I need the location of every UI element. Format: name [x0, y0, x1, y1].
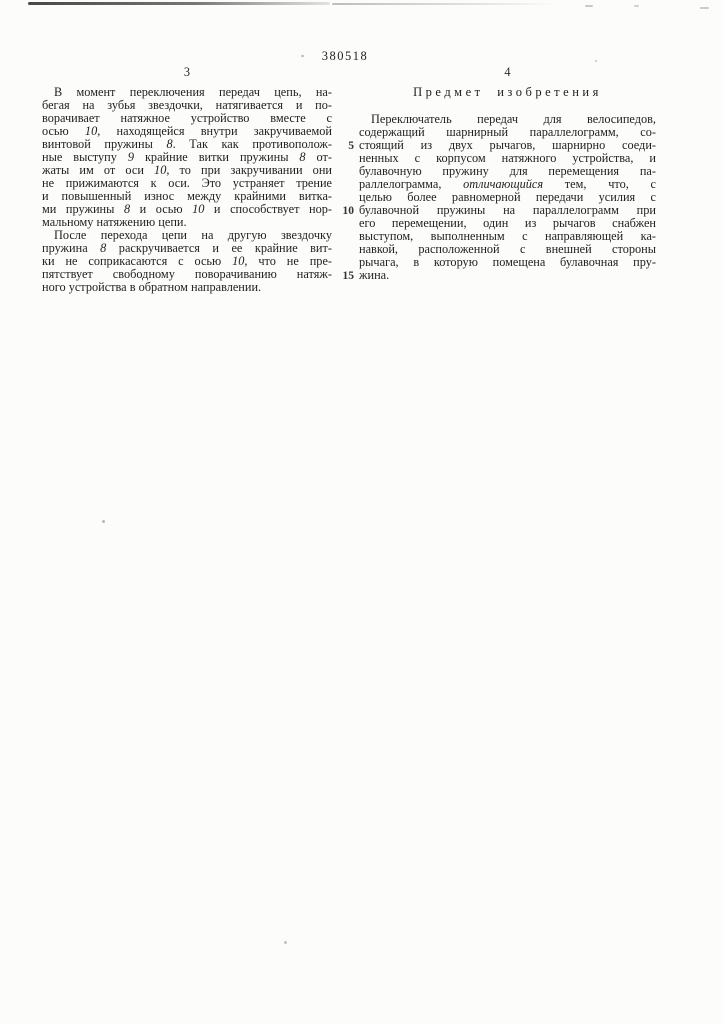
dust-speck: [284, 941, 287, 944]
text-line: ворачивает натяжное устройство вместе с: [42, 112, 332, 125]
dust-speck: [102, 520, 105, 523]
text-line: пятствует свободному поворачиванию натяж-: [42, 268, 332, 281]
text-line: В момент переключения передач цепь, на-: [54, 86, 332, 99]
text-line: ненных с корпусом натяжного устройства, и: [359, 152, 656, 165]
text-line: осью 10, находящейся внутри закручиваемой: [42, 125, 332, 138]
text-line: не прижимаются к оси. Это устраняет трение: [42, 177, 332, 190]
scan-smudge: [332, 3, 560, 5]
line-number: 10: [342, 205, 354, 217]
left-column: [42, 86, 332, 294]
text-line: раллелограмма, отличающийся тем, что, с: [359, 178, 656, 191]
text-line: жина.: [359, 269, 390, 282]
text-line: винтовой пружины 8. Так как противополож-: [42, 138, 332, 151]
text-line: ные выступу 9 крайние витки пружины 8 от-: [42, 151, 332, 164]
right-column: [359, 86, 656, 282]
section-heading: Предмет изобретения: [413, 85, 602, 99]
column-number-left: 3: [183, 65, 191, 79]
column-number-right: 4: [504, 65, 511, 79]
text-line: бегая на зубья звездочки, натягивается и по-: [42, 99, 332, 112]
text-line: ки не соприкасаются с осью 10, что не пре-: [42, 255, 332, 268]
text-line: булавочную пружину для перемещения па-: [359, 165, 656, 178]
text-line: рычага, в которую помещена булавочная пру-: [359, 256, 656, 269]
text-line: ми пружины 8 и осью 10 и способствует нор-: [42, 203, 332, 216]
text-line: выступом, выполненным с направляющей ка-: [359, 230, 656, 243]
text-line: Переключатель передач для велосипедов,: [371, 113, 656, 126]
text-line: содержащий шарнирный параллелограмм, со-: [359, 126, 656, 139]
line-number: 5: [348, 140, 354, 152]
text-line: ного устройства в обратном направлении.: [42, 281, 262, 294]
dust-speck: [585, 5, 593, 7]
text-line: мальному натяжению цепи.: [42, 216, 187, 229]
text-line: После перехода цепи на другую звездочку: [54, 229, 332, 242]
text-line: навкой, расположенной с внешней стороны: [359, 243, 656, 256]
text-line: его перемещении, один из рычагов снабжен: [359, 217, 656, 230]
text-line: булавочной пружины на параллелограмм при: [359, 204, 656, 217]
text-line: стоящий из двух рычагов, шарнирно соеди-: [359, 139, 656, 152]
text-line: пружина 8 раскручивается и ее крайние вит-: [42, 242, 332, 255]
scan-smudge: [28, 2, 330, 5]
line-number: 15: [342, 270, 354, 282]
text-line: жаты им от оси 10, то при закручивании они: [42, 164, 332, 177]
text-line: целью более равномерной передачи усилия с: [359, 191, 656, 204]
patent-number: 380518: [321, 49, 369, 63]
dust-speck: [700, 7, 709, 9]
dust-speck: [634, 5, 639, 7]
text-line: и повышенный износ между крайними витка-: [42, 190, 332, 203]
